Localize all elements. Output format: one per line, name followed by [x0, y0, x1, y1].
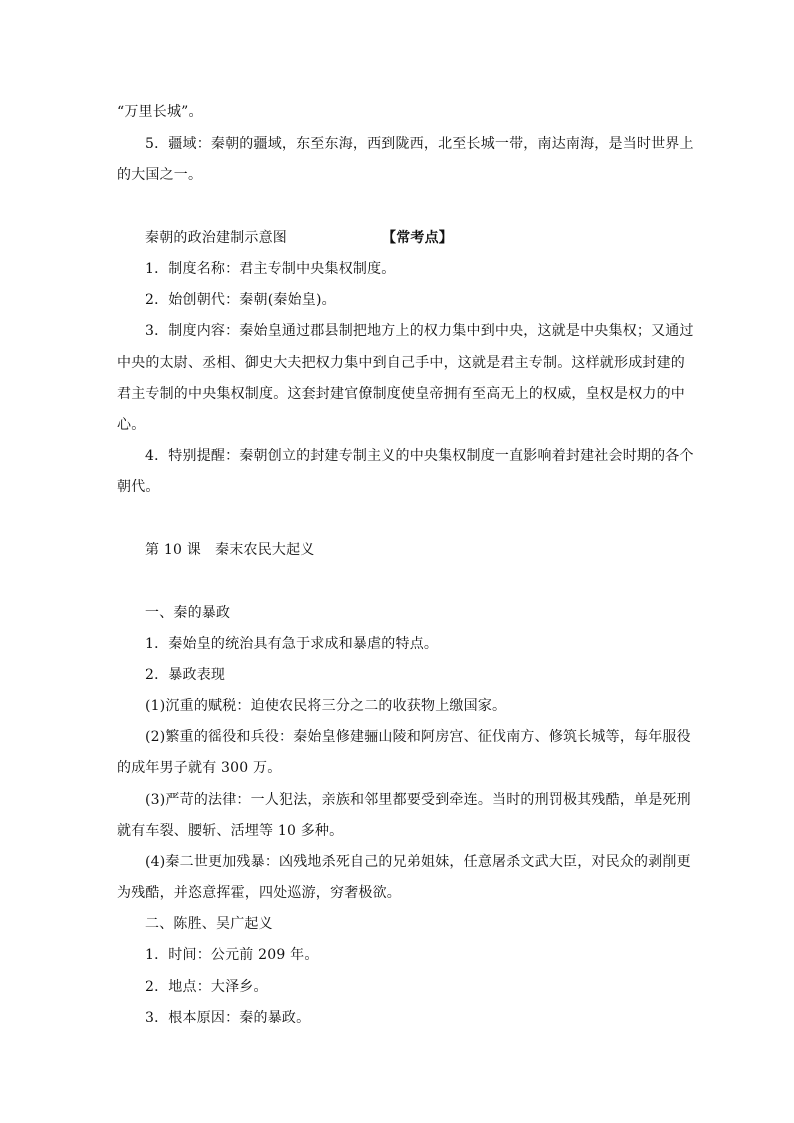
text-line: 1．时间：公元前 209 年。: [145, 947, 319, 963]
text-line: 心。: [117, 417, 146, 433]
text-line: 的大国之一。: [117, 167, 203, 183]
section-heading: [145, 228, 681, 248]
text-line: 1．秦始皇的统治具有急于求成和暴虐的特点。: [145, 636, 439, 652]
text-line: 就有车裂、腰斩、活埋等 10 多种。: [117, 823, 344, 839]
text-line: 3．制度内容：秦始皇通过郡县制把地方上的权力集中到中央，这就是中央集权；又通过: [145, 323, 694, 339]
text-line: 为残酷，并恣意挥霍，四处巡游，穷奢极欲。: [117, 885, 401, 901]
text-line: 2．地点：大泽乡。: [145, 979, 268, 995]
text-line: 的成年男子就有 300 万。: [117, 760, 282, 776]
text-line: 2．始创朝代：秦朝(秦始皇)。: [145, 292, 336, 308]
lesson-title: 第 10 课 秦末农民大起义: [145, 542, 315, 558]
text-line: (1)沉重的赋税：迫使农民将三分之二的收获物上缴国家。: [145, 698, 507, 714]
text-line: 1．制度名称：君主专制中央集权制度。: [145, 261, 396, 277]
text-line: 4．特别提醒：秦朝创立的封建专制主义的中央集权制度一直影响着封建社会时期的各个: [145, 448, 694, 464]
diagram-caption: 秦朝的政治建制示意图: [145, 230, 287, 246]
text-line: 君主专制的中央集权制度。这套封建官僚制度使皇帝拥有至高无上的权威，皇权是权力的中: [117, 386, 685, 402]
text-line: “万里长城”。: [117, 104, 203, 120]
text-line: 5．疆域：秦朝的疆域，东至东海，西到陇西，北至长城一带，南达南海，是当时世界上: [145, 136, 694, 152]
text-line: 3．根本原因：秦的暴政。: [145, 1010, 311, 1026]
text-line: 2．暴政表现: [145, 667, 226, 683]
text-line: (4)秦二世更加残暴：凶残地杀死自己的兄弟姐妹，任意屠杀文武大臣，对民众的剥削更: [145, 854, 691, 870]
section-heading: 二、陈胜、吴广起义: [145, 916, 273, 932]
text-line: (2)繁重的徭役和兵役：秦始皇修建骊山陵和阿房宫、征伐南方、修筑长城等，每年服役: [145, 729, 691, 745]
text-line: (3)严苛的法律：一人犯法，亲族和邻里都要受到牵连。当时的刑罚极其残酷，单是死刑: [145, 792, 691, 808]
text-line: 朝代。: [117, 479, 160, 495]
text-line: 中央的太尉、丞相、御史大夫把权力集中到自己手中，这就是君主专制。这样就形成封建的: [117, 355, 685, 371]
section-heading: 一、秦的暴政: [145, 605, 231, 621]
key-point-tag: 【常考点】: [382, 230, 453, 246]
